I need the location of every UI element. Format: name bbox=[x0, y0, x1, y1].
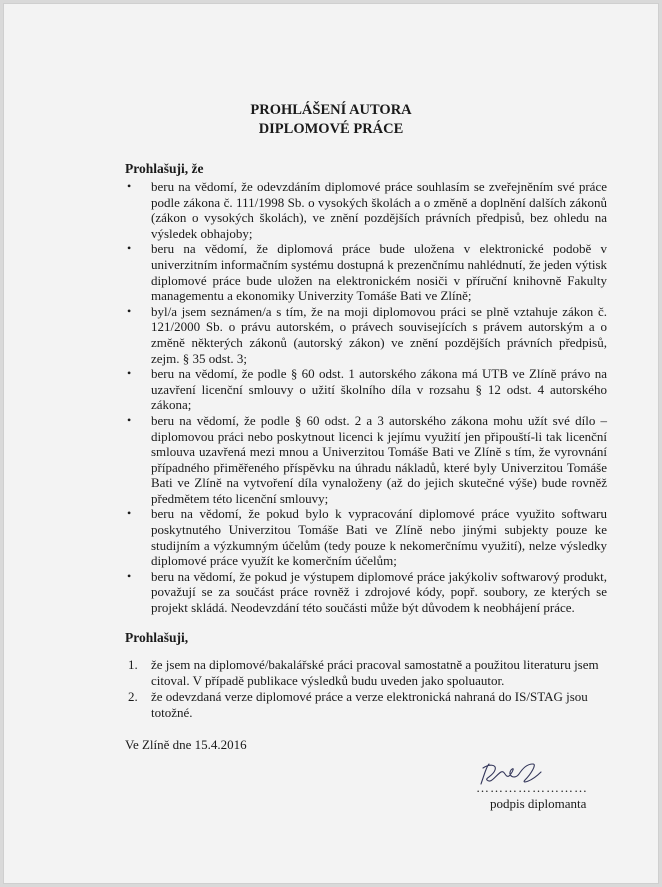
bullet-text: beru na vědomí, že podle § 60 odst. 1 autorského zákona má UTB ve Zlíně právo na uzavření licenční smlouvy o užití školního díla v rozsahu § 12 odst. 4 autorského zákona; bbox=[151, 366, 607, 413]
place-and-date: Ve Zlíně dne 15.4.2016 bbox=[125, 737, 247, 752]
bullet-icon: • bbox=[127, 241, 132, 256]
bullet-text: byl/a jsem seznámen/a s tím, že na moji diplomovou práci se plně vztahuje zákon č. 121/2000 Sb. o právu autorském, o právech souvisejících s právem autorským a o změně některých zákonů (autorský zákon) ve znění pozdějších právních předpisů, zejm. § 35 odst. 3; bbox=[151, 303, 607, 366]
document-title-line-2: DIPLOMOVÉ PRÁCE bbox=[258, 121, 404, 137]
bullet-icon: • bbox=[127, 366, 132, 381]
declaration-bullet-item bbox=[125, 241, 607, 303]
item-number: 2. bbox=[128, 689, 138, 705]
declaration-bullet-list bbox=[125, 179, 607, 616]
bullet-text: beru na vědomí, že pokud bylo k vypracování diplomové práce využito softwaru poskytnutého Univerzitou Tomáše Bati ve Zlíně nebo jinými subjekty pouze ke studijním a výzkumným účelům (tedy pouze k nekomerčnímu využití), nelze výsledky diplomové práce využít ke komerčním účelům; bbox=[151, 506, 607, 569]
bullet-text: beru na vědomí, že podle § 60 odst. 2 a 3 autorského zákona mohu užít své dílo – diplomovou práci nebo poskytnout licenci k jejímu využití jen připouští-li tak licenční smlouva uzavřená mezi mnou a Univerzitou Tomáše Bati ve Zlíně s tím, že vyrovnání případného přiměřeného příspěvku na úhradu nákladů, které byly Univerzitou Tomáše Bati ve Zlíně na vytvoření díla vynaloženy (až do jejich skutečné výše) bude rovněž předmětem této licenční smlouvy; bbox=[151, 412, 607, 506]
bullet-text: beru na vědomí, že pokud je výstupem diplomové práce jakýkoliv softwarový produkt, považují se za součást práce rovněž i zdrojové kódy, popř. soubory, ze kterých se projekt skládá. Neodevzdání této součásti může být důvodem k neobhájení práce. bbox=[151, 568, 607, 616]
bullet-icon: • bbox=[127, 179, 132, 193]
numbered-item bbox=[125, 657, 607, 688]
declaration-bullet-item bbox=[125, 506, 607, 568]
signature-label: podpis diplomanta bbox=[490, 796, 587, 811]
declaration-bullet-item bbox=[125, 179, 607, 241]
bullet-text: beru na vědomí, že odevzdáním diplomové práce souhlasím se zveřejněním své práce podle zákona č. 111/1998 Sb. o vysokých školách a o změně a doplnění dalších zákonů (zákon o vysokých školách), ve znění pozdějších právních předpisů, bez ohledu na výsledek obhajoby; bbox=[151, 179, 607, 241]
bullet-icon: • bbox=[127, 303, 132, 318]
document-title-line-1: PROHLÁŠENÍ AUTORA bbox=[250, 102, 412, 118]
declaration-bullet-item bbox=[125, 366, 607, 413]
declaration-numbered-list bbox=[125, 657, 607, 721]
declaration-intro: Prohlašuji, že bbox=[125, 161, 204, 176]
bullet-text: beru na vědomí, že diplomová práce bude uložena v elektronické podobě v univerzitním informačním systému dostupná k prezenčnímu nahlédnutí, že jeden výtisk diplomové práce bude uložen na elektronickém nosiči v příruční knihovně Fakulty managementu a ekonomiky Univerzity Tomáše Bati ve Zlíně; bbox=[151, 241, 607, 304]
declaration-bullet-item bbox=[125, 569, 607, 616]
numbered-text: že jsem na diplomové/bakalářské práci pracoval samostatně a použitou literaturu jsem citoval. V případě publikace výsledků budu uveden jako spoluautor. bbox=[151, 657, 599, 688]
document-page bbox=[3, 3, 659, 884]
signature-line: …………………… bbox=[476, 780, 588, 795]
numbered-item bbox=[125, 689, 607, 720]
bullet-icon: • bbox=[127, 412, 132, 427]
declaration-bullet-item bbox=[125, 304, 607, 366]
declaration-intro-2: Prohlašuji, bbox=[125, 630, 189, 645]
numbered-text: že odevzdaná verze diplomové práce a verze elektronická nahraná do IS/STAG jsou totožné. bbox=[151, 689, 588, 720]
bullet-icon: • bbox=[127, 506, 132, 521]
bullet-icon: • bbox=[127, 568, 132, 583]
item-number: 1. bbox=[128, 657, 138, 672]
declaration-bullet-item bbox=[125, 413, 607, 507]
